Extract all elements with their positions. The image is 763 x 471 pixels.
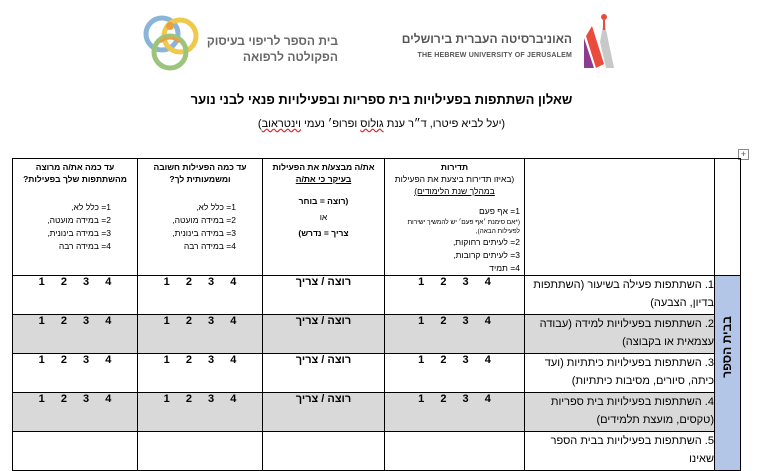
header-importance <box>138 159 263 276</box>
frequency-subtitle-1: (באיזו תדירות ביצעת את הפעילות <box>394 174 515 184</box>
want-need-title-2: בעיקר כי את/ה <box>295 174 352 184</box>
category-cell <box>715 276 741 471</box>
ot-school-logo <box>140 12 340 74</box>
satisfaction-option-1: 1= כלל לא, <box>71 202 111 212</box>
header-want-need <box>263 159 385 276</box>
huji-hebrew-name: האוניברסיטה העברית בירושלים <box>401 32 572 46</box>
frequency-option-3: 3= לעיתים קרובות, <box>453 250 520 260</box>
faculty-name: הפקולטה לרפואה <box>242 50 338 64</box>
want-need-choice[interactable]: רוצה / צריך <box>263 354 385 393</box>
ot-circles-icon <box>140 12 202 74</box>
questionnaire-table <box>12 158 741 471</box>
want-need-line-2: או <box>319 212 328 222</box>
frequency-note: (*אם סימנת ׳אף פעם׳ יש להמשיך ישירות לפעילות הבאה), <box>407 219 520 235</box>
importance-scale[interactable]: 1 2 3 4 <box>138 315 263 354</box>
table-row <box>13 354 741 393</box>
want-need-choice[interactable] <box>263 432 385 471</box>
importance-option-2: 2= במידה מועטה, <box>172 215 236 225</box>
satisfaction-scale[interactable]: 1 2 3 4 <box>13 354 138 393</box>
importance-scale[interactable] <box>138 432 263 471</box>
frequency-option-1: 1= אף פעם <box>479 206 520 216</box>
school-name: בית הספר לריפוי בעיסוק <box>206 34 338 48</box>
authors-text-3: ) <box>257 118 262 130</box>
table-row <box>13 393 741 432</box>
item-label: 3. השתתפות בפעילויות כיתתיות (ועד כיתה, סיורים, מסיבות כיתתיות) <box>525 354 715 393</box>
frequency-scale[interactable]: 1 2 3 4 <box>385 393 525 432</box>
document-title: שאלון השתתפות בפעילויות בית ספריות ובפעילויות פנאי לבני נוער <box>190 92 573 107</box>
satisfaction-option-4: 4= במידה רבה <box>58 241 111 251</box>
frequency-scale[interactable]: 1 2 3 4 <box>385 276 525 315</box>
importance-scale[interactable]: 1 2 3 4 <box>138 354 263 393</box>
importance-scale[interactable]: 1 2 3 4 <box>138 276 263 315</box>
importance-title-2: ומשמעותית לך? <box>169 174 231 184</box>
want-need-choice[interactable]: רוצה / צריך <box>263 276 385 315</box>
item-label: 4. השתתפות בפעילויות בית ספריות (טקסים, מועצת תלמידים) <box>525 393 715 432</box>
want-need-line-3: צריך = נדרש) <box>298 228 349 238</box>
item-label: 1. השתתפות פעילה בשיעור (השתתפות בדיון, הצבעה) <box>525 276 715 315</box>
frequency-scale[interactable]: 1 2 3 4 <box>385 354 525 393</box>
category-label: בבית הספר <box>720 316 734 378</box>
frequency-option-2: 2= לעיתים רחוקות, <box>452 237 520 247</box>
table-row <box>13 315 741 354</box>
importance-scale[interactable]: 1 2 3 4 <box>138 393 263 432</box>
authors-text-1: (יעל לביא פיטרו, ד״ר ענת <box>383 118 506 130</box>
header-row <box>13 159 741 276</box>
want-need-choice[interactable]: רוצה / צריך <box>263 315 385 354</box>
item-label: 2. השתתפות בפעילויות למידה (עבודה עצמאית או בקבוצה) <box>525 315 715 354</box>
authors-text-2: ופרופ׳ נעמי <box>300 118 361 130</box>
frequency-title: תדירות <box>440 162 469 172</box>
header-satisfaction <box>13 159 138 276</box>
table-row <box>13 276 741 315</box>
huji-logo <box>401 12 618 74</box>
satisfaction-title-2: מהשתתפות שלך בפעילות? <box>23 174 127 184</box>
importance-option-4: 4= במידה רבה <box>183 241 236 251</box>
frequency-scale[interactable]: 1 2 3 4 <box>385 315 525 354</box>
author-name-2: וינטראוב <box>261 118 301 130</box>
satisfaction-scale[interactable] <box>13 432 138 471</box>
want-need-title: את/ה מבצע/ת את הפעילות <box>272 162 375 172</box>
header-item-cell <box>525 159 715 276</box>
huji-english-name: THE HEBREW UNIVERSITY OF JERUSALEM <box>417 52 572 59</box>
header-category-cell <box>715 159 741 276</box>
satisfaction-option-2: 2= במידה מועטה, <box>47 215 111 225</box>
huji-emblem-icon <box>580 12 616 72</box>
frequency-scale[interactable] <box>385 432 525 471</box>
header-frequency <box>385 159 525 276</box>
want-need-choice[interactable]: רוצה / צריך <box>263 393 385 432</box>
item-label: 5. השתתפות בפעילויות בבית הספר שאינו <box>525 432 715 471</box>
author-name-1: גולוס <box>360 118 384 130</box>
want-need-line-1: (רוצה = בוחר <box>298 196 349 206</box>
satisfaction-title: עד כמה את/ה מרוצה <box>35 162 115 172</box>
document-authors <box>0 118 763 130</box>
satisfaction-option-3: 3= במידה בינונית, <box>47 228 111 238</box>
importance-option-3: 3= במידה בינונית, <box>172 228 236 238</box>
satisfaction-scale[interactable]: 1 2 3 4 <box>13 393 138 432</box>
satisfaction-scale[interactable]: 1 2 3 4 <box>13 315 138 354</box>
table-move-handle-icon[interactable]: + <box>738 149 749 160</box>
importance-option-1: 1= כלל לא, <box>196 202 236 212</box>
table-row <box>13 432 741 471</box>
satisfaction-scale[interactable]: 1 2 3 4 <box>13 276 138 315</box>
frequency-subtitle-2: במהלך שנת הלימודים) <box>414 186 495 196</box>
importance-title: עד כמה הפעילות חשובה <box>153 162 247 172</box>
frequency-option-4: 4= תמיד <box>489 263 520 273</box>
